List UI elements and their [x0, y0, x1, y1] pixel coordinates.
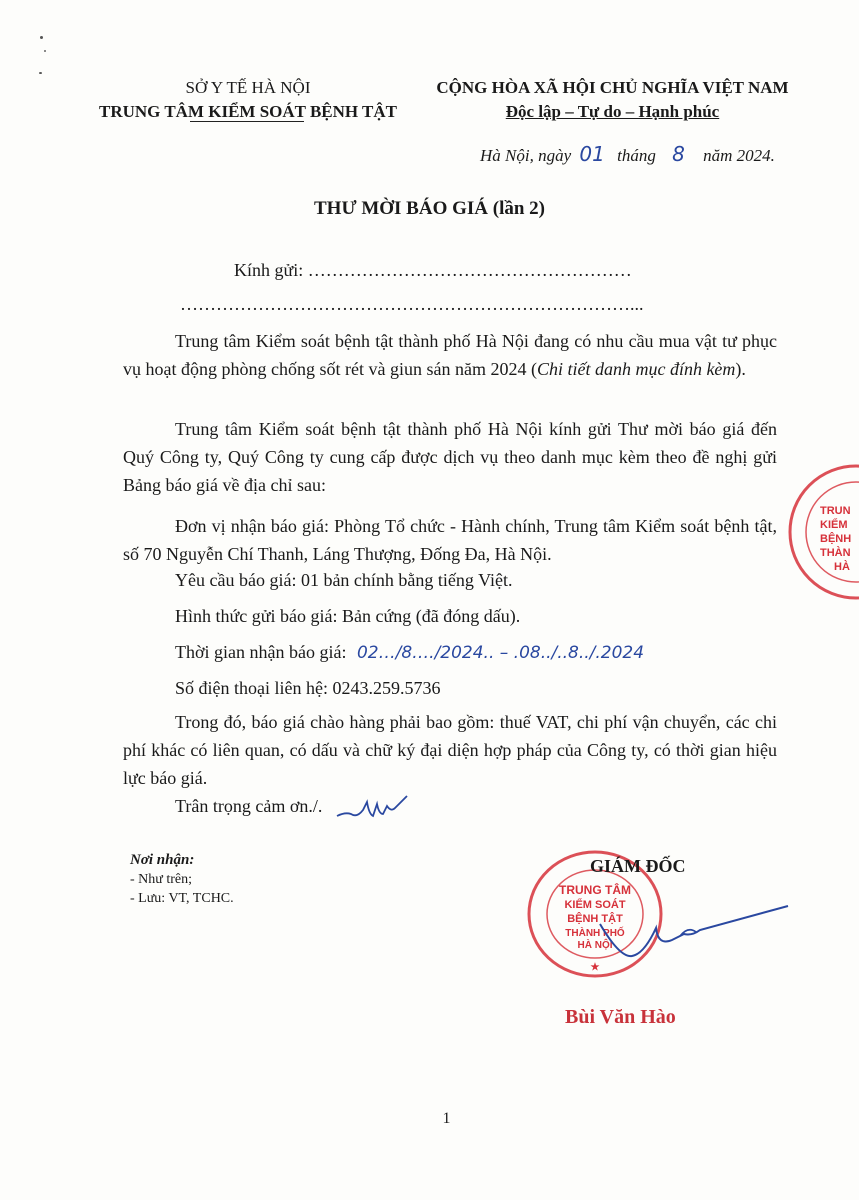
attachment-note: Chi tiết danh mục đính kèm: [536, 359, 736, 379]
seal-line: TRUN: [820, 505, 851, 517]
requirement-line: Yêu cầu báo giá: 01 bản chính bằng tiếng Việt.: [175, 570, 513, 590]
motto: Độc lập – Tự do – Hạnh phúc: [505, 102, 720, 121]
scan-speck: [39, 72, 42, 74]
phone-line: Số điện thoại liên hệ: 0243.259.5736: [175, 678, 441, 698]
agency-name: TRUNG TÂM KIỂM SOÁT BỆNH TẬT: [98, 102, 398, 121]
seal-line: KIỂM: [820, 519, 848, 531]
signer-position: GIÁM ĐỐC: [590, 856, 686, 876]
recipient-label: Kính gửi:: [234, 260, 304, 280]
date-month: 8: [672, 142, 685, 166]
date-prefix: Hà Nội, ngày: [480, 146, 572, 165]
stamp-line: TRUNG TÂM: [559, 883, 631, 897]
page-number: 1: [442, 1110, 451, 1127]
initial-signature: [335, 792, 415, 824]
stamp-line: KIỂM SOÁT: [564, 899, 626, 911]
agency-underline: [190, 121, 304, 122]
recipient-dots-line: …………………………………………………………………...: [180, 294, 644, 314]
director-signature: [560, 896, 790, 966]
scan-speck: [40, 36, 43, 39]
date-day: 01: [579, 142, 605, 166]
recipient-dots: ………………………………………………: [307, 260, 632, 280]
date-month-label: tháng: [617, 146, 656, 165]
recipients-item: - Lưu: VT, TCHC.: [130, 891, 234, 906]
signer-name: Bùi Văn Hào: [565, 1006, 676, 1028]
document-title: THƯ MỜI BÁO GIÁ (lần 2): [314, 198, 545, 219]
time-value: 02…/8…./2024.. – .08../..8../.2024: [356, 643, 645, 663]
svg-text:★: ★: [590, 962, 600, 973]
recipients-item: - Như trên;: [130, 872, 193, 887]
paragraph-purpose: Trung tâm Kiểm soát bệnh tật thành phố Hà Nội đang có nhu cầu mua vật tư phục vụ hoạt động phòng chống sốt rét và giun sán năm 2024 (Chi tiết danh mục đính kèm).: [123, 331, 777, 379]
seal-line: THÀN: [820, 547, 851, 559]
recipient-line: [234, 256, 632, 284]
time-label: Thời gian nhận báo giá:: [175, 642, 347, 662]
date-line: [480, 142, 775, 166]
stamp-line: THÀNH PHỐ: [565, 928, 625, 939]
form-line: Hình thức gửi báo giá: Bản cứng (đã đóng dấu).: [175, 606, 521, 626]
agency-header: [88, 76, 408, 124]
time-line: [175, 638, 644, 667]
stamp-line: BỆNH TẬT: [567, 913, 623, 925]
agency-parent: SỞ Y TẾ HÀ NỘI: [185, 78, 311, 97]
seal-line: HÀ: [834, 561, 850, 573]
stamp-line: HÀ NỘI: [577, 940, 613, 951]
closing-line: Trân trọng cảm ơn./.: [175, 796, 323, 816]
seal-line: BỆNH: [820, 533, 852, 545]
date-year: năm 2024.: [703, 146, 775, 165]
recipients-block: [130, 851, 234, 908]
nation-title: CỘNG HÒA XÃ HỘI CHỦ NGHĨA VIỆT NAM: [436, 78, 789, 97]
scan-speck: [44, 50, 46, 52]
nation-header: [420, 76, 805, 124]
paragraph-address: Đơn vị nhận báo giá: Phòng Tổ chức - Hành chính, Trung tâm Kiểm soát bệnh tật, số 70 Nguyễn Chí Thanh, Láng Thượng, Đống Đa, Hà Nội.: [123, 516, 777, 564]
paragraph-request: Trung tâm Kiểm soát bệnh tật thành phố Hà Nội kính gửi Thư mời báo giá đến Quý Công ty, Quý Công ty cung cấp được dịch vụ theo danh mục kèm theo đề nghị gửi Bảng báo giá về địa chỉ sau:: [123, 419, 777, 495]
recipients-title: Nơi nhận:: [130, 852, 195, 868]
page-seal-stamp: [784, 462, 859, 602]
paragraph-includes: Trong đó, báo giá chào hàng phải bao gồm: thuế VAT, chi phí vận chuyển, các chi phí khác có liên quan, có dấu và chữ ký đại diện hợp pháp của Công ty, có thời gian hiệu lực báo giá.: [123, 712, 777, 788]
